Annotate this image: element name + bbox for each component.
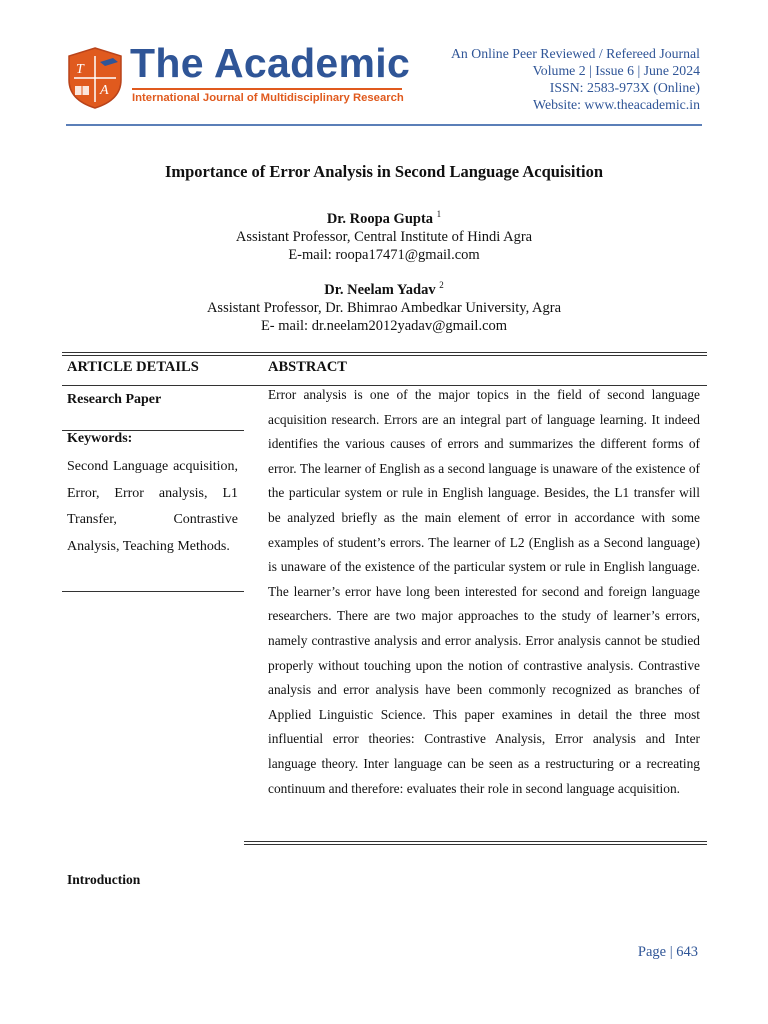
table-top-rule-double (62, 355, 707, 356)
author-superscript: 1 (436, 209, 442, 219)
journal-issn-line: ISSN: 2583-973X (Online) (549, 80, 700, 95)
keywords-rule (62, 591, 244, 592)
journal-website-line: Website: www.theacademic.in (533, 97, 700, 112)
logo-letter-t: T (76, 62, 84, 77)
introduction-heading: Introduction (67, 872, 141, 887)
logo-letter-a1: A (100, 83, 109, 98)
journal-volume-line: Volume 2 | Issue 6 | June 2024 (532, 63, 700, 78)
logo-title: The Academic (130, 40, 411, 86)
details-heading-rule (62, 385, 244, 386)
author-superscript: 2 (439, 280, 444, 290)
journal-review-line: An Online Peer Reviewed / Refereed Journal (450, 46, 700, 61)
page-number (638, 944, 698, 961)
shield-logo-icon (66, 46, 124, 110)
author-email: E-mail: roopa17471@gmail.com (288, 246, 480, 263)
keywords-label: Keywords: (67, 431, 133, 446)
table-bottom-rule (244, 841, 707, 842)
table-bottom-rule-double (244, 844, 707, 845)
abstract-text: Error analysis is one of the major topics in the field of second language acquisition research. Errors are an integral part of language learning. It indeed identifies the various causes of errors and summarizes the different forms of error. The learner of English as a second language is unaware of the existence of the particular system or rule in English language. Besides, the L1 transfer will be analyzed briefly as the main element of error in accordance with some examples of student’s errors. The learner of L2 (English as a Second language) is unaware of the existence of the particular system or rule in English language. The learner’s error have long been interested for second and foreign language researchers. There are two major approaches to the study of learner’s errors, namely contrastive analysis and error analysis. Error analysis cannot be studied properly without touching upon the notion of contrastive analysis. Contrastive analysis and error analysis have been commonly recognized as branches of Applied Linguistic Science. This paper examines in detail the three most influential error theories: Contrastive Analysis, Error analysis and Inter language theory. Inter language can be seen as a restructuring or a recreating continuum and therefore: evaluates their role in second language acquisition. (268, 387, 700, 796)
author-name: Dr. Roopa Gupta (326, 210, 434, 227)
page-separator: | (669, 944, 673, 960)
author-block-1 (0, 205, 768, 264)
journal-logo (66, 40, 411, 114)
page-number-value: 643 (676, 944, 698, 960)
author-name: Dr. Neelam Yadav (324, 281, 436, 298)
keywords-text: Second Language acquisition, Error, Error analysis, L1 Transfer, Contrastive Analysis, Teaching Methods. (67, 459, 238, 555)
table-top-rule (62, 352, 707, 353)
author-block-2 (0, 276, 768, 335)
author-affiliation: Assistant Professor, Dr. Bhimrao Ambedkar University, Agra (206, 299, 562, 316)
logo-subtitle: International Journal of Multidisciplinary Research (132, 88, 402, 104)
author-email: E- mail: dr.neelam2012yadav@gmail.com (260, 317, 508, 334)
abstract-heading: ABSTRACT (268, 359, 347, 375)
article-details-heading: ARTICLE DETAILS (67, 359, 199, 375)
article-type: Research Paper (67, 392, 162, 407)
author-affiliation: Assistant Professor, Central Institute of Hindi Agra (235, 228, 533, 245)
paper-title: Importance of Error Analysis in Second Language Acquisition (164, 162, 604, 181)
header-divider (66, 124, 702, 126)
page-label: Page (637, 944, 667, 960)
journal-info (451, 45, 700, 113)
